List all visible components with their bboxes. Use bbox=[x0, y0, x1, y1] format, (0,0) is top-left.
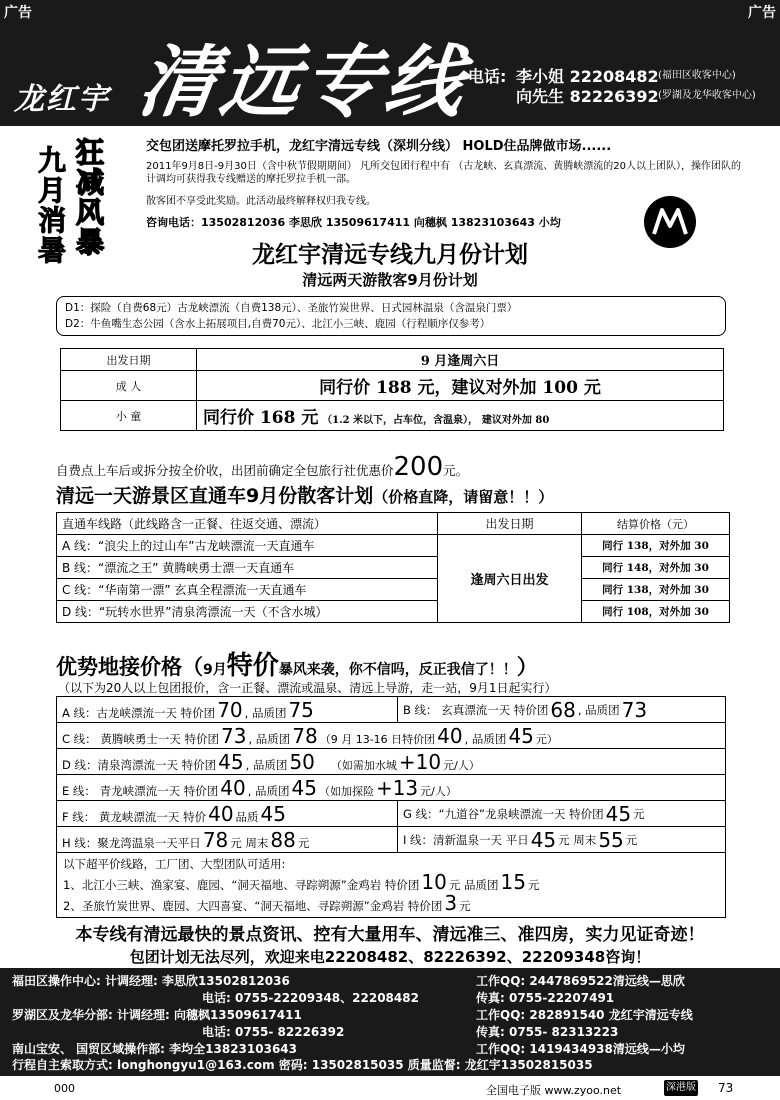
operations-panel bbox=[0, 968, 780, 1076]
route-text: 元 bbox=[625, 832, 638, 847]
price-num: 50 bbox=[289, 749, 315, 774]
note-unit: 元。 bbox=[443, 463, 469, 478]
footer-left-code: 000 bbox=[54, 1082, 75, 1095]
route-text: C 线： 黄腾峡勇士一天 特价团 bbox=[62, 731, 219, 746]
route-text: 元 品质团 bbox=[448, 878, 499, 892]
note-price: 200 bbox=[393, 452, 444, 482]
route-text: , 品质团 bbox=[577, 702, 620, 717]
itinerary-day-1: D1：探险（自费68元）古龙峡漂流（自费138元）、圣旅竹炭世界、日式园林温泉（含温泉门票） bbox=[65, 302, 518, 314]
route-text: 元 bbox=[527, 878, 540, 892]
table-label: 小 童 bbox=[61, 401, 197, 431]
route-text: E 线： 青龙峡漂流一天 特价团 bbox=[62, 783, 219, 798]
route-text: I 线：清新温泉一天 平日 bbox=[403, 832, 529, 847]
price-row bbox=[57, 775, 725, 801]
one-day-title-text: 清远一天游景区直通车9月份散客计划 bbox=[56, 485, 374, 507]
price-row bbox=[57, 697, 725, 723]
route-a bbox=[57, 698, 397, 722]
price-num: 40 bbox=[437, 723, 463, 748]
col-header-date: 出发日期 bbox=[438, 513, 582, 535]
brand-name: 龙红宇 bbox=[14, 82, 110, 117]
advantage-subtitle: （以下为20人以上包团报价，含一正餐、漂流或温泉、清远上导游，走一站，9月1日起实行） bbox=[58, 681, 557, 695]
price-num: 78 bbox=[202, 827, 229, 852]
ops-line: 电话: 0755-22209348、22208482 bbox=[202, 991, 419, 1005]
price-num: 78 bbox=[292, 723, 318, 748]
price-num: +10 bbox=[398, 749, 442, 774]
ad-label-left: 广告 bbox=[4, 5, 32, 21]
ops-line: 工作QQ: 2447869522清远线—思欣 bbox=[476, 974, 685, 988]
super-price-line-1 bbox=[63, 870, 719, 894]
route-text: 品质 bbox=[235, 809, 259, 824]
footer-website: 全国电子版 www.zyoo.net bbox=[486, 1084, 622, 1097]
price-num: 15 bbox=[500, 870, 526, 894]
adult-price: 同行价 188 元，建议对外加 100 元 bbox=[197, 371, 724, 401]
ops-line: 传真: 0755-22207491 bbox=[476, 991, 615, 1005]
departure-value: 9 月逢周六日 bbox=[197, 349, 724, 371]
title-part: 暴风来袭，你不信吗，反正我信了！！ bbox=[278, 662, 517, 678]
route-text: 1、北江小三峡、渔家宴、鹿园、“洞天福地、寻踪朔源”金鸡岩 特价团 bbox=[63, 878, 420, 892]
promo-headline: 交包团送摩托罗拉手机，龙红宇清远专线（深圳分线） HOLD住品牌做市场...... bbox=[146, 139, 612, 154]
badge-char: 暑 bbox=[37, 234, 66, 267]
child-price-cell bbox=[197, 401, 724, 431]
price-num: 40 bbox=[208, 801, 234, 826]
route-cell: D 线：“玩转水世界”清泉湾漂流一天（不含水城） bbox=[57, 601, 438, 623]
plan-title: 龙红宇清远专线九月份计划 bbox=[252, 242, 528, 268]
price-num: 75 bbox=[288, 697, 314, 722]
badge-char: 狂 bbox=[75, 136, 104, 169]
one-day-table bbox=[56, 512, 730, 623]
route-text: 2、圣旅竹炭世界、鹿园、大四喜宴、“洞天福地、寻踪朔源”金鸡岩 特价团 bbox=[63, 899, 443, 913]
ops-line: 罗湖区及龙华分部: 计调经理: 向穗枫13509617411 bbox=[12, 1008, 302, 1022]
route-text: 元） bbox=[535, 732, 558, 746]
route-i bbox=[397, 827, 725, 852]
table-row bbox=[57, 579, 730, 601]
note-text: 自费点上车后或拆分按全价收，出团前确定全包旅行社优惠价 bbox=[56, 463, 394, 478]
table-row bbox=[57, 535, 730, 557]
price-row bbox=[57, 801, 725, 827]
route-text: 元/人） bbox=[443, 758, 480, 772]
route-text: 元 bbox=[633, 806, 645, 821]
badge-char: 减 bbox=[75, 166, 104, 199]
route-text: , 品质团 bbox=[464, 731, 507, 746]
badge-char: 暴 bbox=[75, 226, 104, 259]
title-part: ） bbox=[516, 655, 538, 679]
super-price-line-2 bbox=[63, 891, 719, 915]
advantage-price-grid bbox=[56, 696, 726, 918]
price-num: 3 bbox=[444, 891, 458, 915]
col-header-price: 结算价格（元） bbox=[582, 513, 730, 535]
one-day-title bbox=[56, 481, 553, 508]
contact-2-note: (罗湖及龙华收客中心) bbox=[658, 90, 756, 101]
child-price: 同行价 168 元 bbox=[203, 408, 319, 428]
badge-char: 风 bbox=[75, 196, 104, 229]
ops-line: 电话: 0755- 82226392 bbox=[202, 1025, 345, 1039]
price-num: 45 bbox=[260, 801, 286, 826]
route-text: H 线：聚龙湾温泉一天平日 bbox=[62, 835, 201, 850]
table-row bbox=[61, 371, 724, 401]
price-num: 70 bbox=[217, 697, 243, 722]
route-text: B 线： 玄真漂流一天 特价团 bbox=[403, 702, 549, 717]
route-text: , 品质团 bbox=[244, 705, 287, 720]
route-text: 元 周末 bbox=[230, 835, 269, 850]
route-text: 元 bbox=[459, 899, 471, 913]
price-num: 45 bbox=[530, 827, 557, 852]
promo-text-1: 2011年9月8日-9月30日（含中秋节假期期间） 凡所交包团行程中有 （古龙峡、玄真漂流、黄腾峡漂流的20人以上团队），操作团队的计调均可获得我专线赠送的摩托罗拉手机一部。 bbox=[146, 161, 741, 185]
price-num: 45 bbox=[291, 775, 317, 800]
price-num: 45 bbox=[218, 749, 244, 774]
price-num: +13 bbox=[375, 775, 419, 800]
ops-line: 行程自主索取方式: longhongyu1@163.com 密码: 13502815035 质量监督: 龙红宇13502815035 bbox=[12, 1058, 593, 1072]
table-label: 出发日期 bbox=[61, 349, 197, 371]
route-text: G 线：“九道谷”龙泉峡漂流一天 特价团 bbox=[403, 806, 604, 821]
price-num: 40 bbox=[220, 775, 246, 800]
one-day-title-note: （价格直降，请留意！！） bbox=[373, 488, 554, 506]
ops-line: 工作QQ: 282891540 龙红宇清远专线 bbox=[476, 1008, 693, 1022]
price-cell: 同行 138，对外加 30 bbox=[582, 579, 730, 601]
child-note-2: 建议对外加 80 bbox=[481, 415, 550, 426]
super-price-head: 以下超平价线路，工厂团、大型团队可适用: bbox=[63, 857, 286, 871]
footer-edition-badge: 深港版 bbox=[664, 1080, 698, 1096]
price-num: 73 bbox=[221, 723, 247, 748]
route-text: F 线： 黄龙峡漂流一天 特价 bbox=[62, 809, 207, 824]
departure-cell: 逢周六日出发 bbox=[438, 535, 582, 623]
route-text: A 线：古龙峡漂流一天 特价团 bbox=[62, 705, 216, 720]
route-cell: A 线：“浪尖上的过山车”古龙峡漂流一天直通车 bbox=[57, 535, 438, 557]
price-num: 88 bbox=[270, 827, 296, 852]
promo-consult-phones: 咨询电话：13502812036 李思欣 13509617411 向穗枫 13823103643 小均 bbox=[146, 216, 561, 229]
route-d bbox=[57, 750, 725, 774]
route-text: 元 bbox=[297, 835, 310, 850]
table-row bbox=[61, 349, 724, 371]
itinerary-box bbox=[56, 296, 726, 336]
ad-label-right: 广告 bbox=[748, 5, 776, 21]
route-b bbox=[397, 697, 725, 722]
table-row bbox=[57, 557, 730, 579]
contact-1-note: (福田区收客中心) bbox=[658, 70, 736, 81]
route-c bbox=[57, 724, 725, 748]
price-num: 55 bbox=[598, 827, 624, 852]
col-header-route: 直通车线路（此线路含一正餐、往返交通、漂流） bbox=[57, 513, 438, 535]
route-f bbox=[57, 802, 397, 826]
price-cell: 同行 138，对外加 30 bbox=[582, 535, 730, 557]
price-row bbox=[57, 749, 725, 775]
page-number: 73 bbox=[718, 1081, 734, 1095]
brand-title: 清远专线 bbox=[132, 37, 474, 128]
route-text: , 品质团 bbox=[248, 731, 291, 746]
two-day-price-table bbox=[60, 348, 724, 431]
badge-char: 消 bbox=[37, 204, 66, 237]
table-row bbox=[57, 601, 730, 623]
route-g bbox=[397, 801, 725, 826]
contact-2: 向先生 82226392 bbox=[516, 87, 659, 106]
price-num: 68 bbox=[550, 697, 576, 722]
price-cell: 同行 148，对外加 30 bbox=[582, 557, 730, 579]
price-cell: 同行 108，对外加 30 bbox=[582, 601, 730, 623]
table-header-row bbox=[57, 513, 730, 535]
route-h bbox=[57, 828, 397, 852]
price-num: 45 bbox=[605, 801, 632, 826]
badge-char: 月 bbox=[37, 174, 66, 207]
title-part: 9月 bbox=[203, 662, 227, 678]
route-text: , 品质团 bbox=[245, 757, 288, 772]
price-num: 73 bbox=[621, 697, 648, 722]
advantage-title bbox=[56, 645, 538, 682]
bottom-contact: 包团计划无法尽列，欢迎来电22208482、82226392、22209348咨询！ bbox=[129, 948, 651, 966]
route-text: （如加探险 bbox=[318, 784, 374, 798]
tel-label: 电话: bbox=[468, 67, 507, 86]
route-e bbox=[57, 776, 725, 800]
route-text: 元 周末 bbox=[558, 832, 597, 847]
price-num: 10 bbox=[421, 870, 447, 894]
route-cell: B 线：“漂流之王” 黄腾峡勇士漂一天直通车 bbox=[57, 557, 438, 579]
price-row bbox=[57, 827, 725, 853]
title-part: 特价 bbox=[226, 651, 279, 681]
self-pay-note bbox=[56, 452, 468, 482]
price-num: 45 bbox=[508, 723, 534, 748]
table-label: 成 人 bbox=[61, 371, 197, 401]
route-cell: C 线：“华南第一漂” 玄真全程漂流一天直通车 bbox=[57, 579, 438, 601]
route-text: D 线：清泉湾漂流一天 特价团 bbox=[62, 757, 217, 772]
route-text: （9 月 13-16 日特价团 bbox=[319, 732, 436, 746]
super-price-section bbox=[57, 853, 725, 917]
ops-line: 南山宝安、 国贸区域操作部: 李均全13823103643 bbox=[12, 1042, 298, 1056]
table-row bbox=[61, 401, 724, 431]
route-text: 元/人） bbox=[420, 784, 457, 798]
badge-char: 九 bbox=[37, 144, 66, 177]
bottom-slogan: 本专线有清远最快的景点资讯、控有大量用车、清远准三、准四房，实力见证奇迹！ bbox=[75, 925, 705, 945]
ops-line: 工作QQ: 1419434938清远线—小均 bbox=[476, 1042, 685, 1056]
route-text: （如需加水城 bbox=[330, 758, 397, 772]
price-row bbox=[57, 723, 725, 749]
promo-text-2: 散客团不享受此奖励。此活动最终解释权归我专线。 bbox=[146, 196, 376, 207]
route-text: , 品质团 bbox=[247, 783, 290, 798]
itinerary-day-2: D2：牛鱼嘴生态公园（含水上拓展项目,自费70元）、北江小三峡、鹿园（行程顺序仅参考） bbox=[65, 318, 491, 330]
ops-line: 传真: 0755- 82313223 bbox=[476, 1025, 619, 1039]
contact-1: 李小姐 22208482 bbox=[516, 67, 659, 86]
ops-line: 福田区操作中心: 计调经理: 李思欣13502812036 bbox=[12, 974, 290, 988]
child-note: （1.2 米以下，占车位，含温泉）， bbox=[322, 415, 479, 426]
title-part: 优势地接价格（ bbox=[56, 655, 203, 679]
two-day-subtitle: 清远两天游散客9月份计划 bbox=[302, 271, 478, 289]
